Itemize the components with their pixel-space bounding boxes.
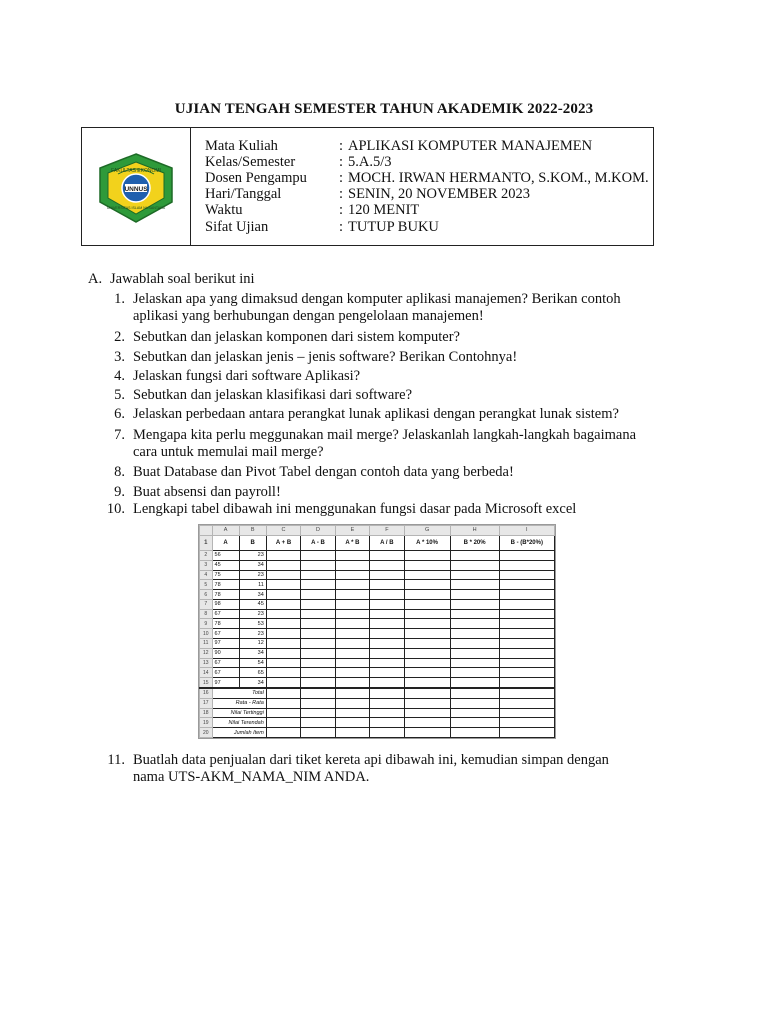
question-number: 9. xyxy=(114,484,125,500)
question-line: aplikasi yang berhubungan dengan pengelolaan manajemen! xyxy=(133,308,484,324)
empty-cell xyxy=(370,648,404,658)
empty-cell xyxy=(450,658,499,668)
empty-cell xyxy=(450,668,499,678)
question-number: 2. xyxy=(114,329,125,345)
summary-label: Total xyxy=(212,688,266,698)
summary-row xyxy=(200,708,555,718)
summary-row xyxy=(200,728,555,738)
empty-cell xyxy=(370,590,404,600)
question-line: Sebutkan dan jelaskan klasifikasi dari software? xyxy=(133,387,413,403)
empty-cell xyxy=(266,590,300,600)
question-line: Buat Database dan Pivot Tabel dengan contoh data yang berbeda! xyxy=(133,464,514,480)
empty-cell xyxy=(335,708,369,718)
empty-cell xyxy=(499,599,554,609)
question-number: 7. xyxy=(114,427,125,443)
empty-cell xyxy=(301,560,335,570)
column-header: B - (B*20%) xyxy=(499,535,554,550)
empty-cell xyxy=(370,668,404,678)
empty-cell xyxy=(335,658,369,668)
question-number: 8. xyxy=(114,464,125,480)
empty-cell xyxy=(370,718,404,728)
empty-cell xyxy=(370,629,404,639)
info-label: Mata Kuliah xyxy=(205,138,278,154)
empty-cell xyxy=(370,728,404,738)
value-a-cell: 75 xyxy=(212,570,239,580)
empty-cell xyxy=(450,599,499,609)
question-line: Sebutkan dan jelaskan komponen dari sistem komputer? xyxy=(133,329,460,345)
empty-cell xyxy=(266,648,300,658)
empty-cell xyxy=(266,551,300,561)
empty-cell xyxy=(266,698,300,708)
empty-cell xyxy=(404,599,450,609)
empty-cell xyxy=(266,728,300,738)
value-b-cell: 23 xyxy=(239,629,266,639)
empty-cell xyxy=(370,609,404,619)
summary-label: Rata - Rata xyxy=(212,698,266,708)
empty-cell xyxy=(499,688,554,698)
empty-cell xyxy=(335,551,369,561)
empty-cell xyxy=(370,570,404,580)
empty-cell xyxy=(301,639,335,649)
value-b-cell: 34 xyxy=(239,590,266,600)
question-line: Jelaskan fungsi dari software Aplikasi? xyxy=(133,368,361,384)
question-line: Jelaskan apa yang dimaksud dengan komputer aplikasi manajemen? Berikan contoh xyxy=(133,291,621,307)
empty-cell xyxy=(370,560,404,570)
table-row xyxy=(200,639,555,649)
row-number: 11 xyxy=(200,639,213,649)
column-letter: I xyxy=(499,526,554,536)
empty-cell xyxy=(301,590,335,600)
info-label: Kelas/Semester xyxy=(205,154,296,170)
question-8 xyxy=(114,464,514,481)
value-a-cell: 97 xyxy=(212,678,239,688)
empty-cell xyxy=(266,708,300,718)
value-a-cell: 97 xyxy=(212,639,239,649)
value-b-cell: 23 xyxy=(239,551,266,561)
faculty-emblem-icon xyxy=(96,152,176,224)
info-value: TUTUP BUKU xyxy=(348,219,439,235)
question-9 xyxy=(114,484,281,501)
empty-cell xyxy=(499,668,554,678)
empty-cell xyxy=(404,648,450,658)
empty-cell xyxy=(404,560,450,570)
value-a-cell: 45 xyxy=(212,560,239,570)
question-line: cara untuk memulai mail merge? xyxy=(133,444,324,460)
column-header: A - B xyxy=(301,535,335,550)
empty-cell xyxy=(499,708,554,718)
info-separator: : xyxy=(339,138,344,154)
empty-cell xyxy=(450,698,499,708)
question-2 xyxy=(114,329,460,346)
table-row xyxy=(200,658,555,668)
empty-cell xyxy=(335,639,369,649)
empty-cell xyxy=(301,629,335,639)
value-b-cell: 23 xyxy=(239,609,266,619)
empty-cell xyxy=(404,609,450,619)
section-letter: A. xyxy=(88,271,103,287)
value-b-cell: 11 xyxy=(239,580,266,590)
empty-cell xyxy=(301,698,335,708)
empty-cell xyxy=(404,728,450,738)
empty-cell xyxy=(370,658,404,668)
row-number: 3 xyxy=(200,560,213,570)
logo-center-text: UNNUS xyxy=(124,186,148,193)
row-number: 7 xyxy=(200,599,213,609)
row-number: 1 xyxy=(200,535,213,550)
empty-cell xyxy=(450,619,499,629)
question-line: Sebutkan dan jelaskan jenis – jenis software? Berikan Contohnya! xyxy=(133,349,518,365)
column-letter: E xyxy=(335,526,369,536)
empty-cell xyxy=(266,580,300,590)
empty-cell xyxy=(404,639,450,649)
empty-cell xyxy=(301,658,335,668)
question-line: Lengkapi tabel dibawah ini menggunakan fungsi dasar pada Microsoft excel xyxy=(133,501,577,517)
empty-cell xyxy=(450,639,499,649)
empty-cell xyxy=(499,570,554,580)
empty-cell xyxy=(450,580,499,590)
summary-row xyxy=(200,688,555,698)
empty-cell xyxy=(335,698,369,708)
empty-cell xyxy=(450,551,499,561)
column-header: A + B xyxy=(266,535,300,550)
empty-cell xyxy=(450,629,499,639)
row-number: 2 xyxy=(200,551,213,561)
row-number: 18 xyxy=(200,708,213,718)
question-line: Jelaskan perbedaan antara perangkat lunak aplikasi dengan perangkat lunak sistem? xyxy=(133,406,619,422)
empty-cell xyxy=(335,678,369,688)
empty-cell xyxy=(450,570,499,580)
value-b-cell: 45 xyxy=(239,599,266,609)
empty-cell xyxy=(370,599,404,609)
empty-cell xyxy=(450,560,499,570)
value-a-cell: 78 xyxy=(212,619,239,629)
empty-cell xyxy=(301,599,335,609)
empty-cell xyxy=(335,648,369,658)
empty-cell xyxy=(335,580,369,590)
row-number: 9 xyxy=(200,619,213,629)
empty-cell xyxy=(266,629,300,639)
info-separator: : xyxy=(339,154,344,170)
question-line: Buat absensi dan payroll! xyxy=(133,484,281,500)
value-a-cell: 67 xyxy=(212,609,239,619)
empty-cell xyxy=(499,560,554,570)
value-a-cell: 78 xyxy=(212,590,239,600)
table-row xyxy=(200,580,555,590)
row-number: 17 xyxy=(200,698,213,708)
info-value: MOCH. IRWAN HERMANTO, S.KOM., M.KOM. xyxy=(348,170,649,186)
table-header-row xyxy=(200,535,555,550)
empty-cell xyxy=(404,668,450,678)
empty-cell xyxy=(370,708,404,718)
table-row xyxy=(200,678,555,688)
value-a-cell: 67 xyxy=(212,629,239,639)
value-a-cell: 67 xyxy=(212,658,239,668)
exam-header-box xyxy=(81,127,654,246)
table-row xyxy=(200,609,555,619)
empty-cell xyxy=(404,580,450,590)
empty-cell xyxy=(499,658,554,668)
question-3 xyxy=(114,349,518,366)
empty-cell xyxy=(266,609,300,619)
empty-cell xyxy=(450,728,499,738)
info-label: Hari/Tanggal xyxy=(205,186,282,202)
question-6 xyxy=(114,406,619,423)
row-number: 8 xyxy=(200,609,213,619)
value-a-cell: 78 xyxy=(212,580,239,590)
empty-cell xyxy=(266,678,300,688)
column-header: A * 10% xyxy=(404,535,450,550)
empty-cell xyxy=(404,708,450,718)
empty-cell xyxy=(450,718,499,728)
empty-cell xyxy=(450,648,499,658)
row-number: 13 xyxy=(200,658,213,668)
info-separator: : xyxy=(339,202,344,218)
question-number: 10. xyxy=(106,501,125,517)
column-header: A / B xyxy=(370,535,404,550)
empty-cell xyxy=(301,551,335,561)
summary-row xyxy=(200,718,555,728)
info-label: Waktu xyxy=(205,202,243,218)
empty-cell xyxy=(335,609,369,619)
column-header: B * 20% xyxy=(450,535,499,550)
row-number: 16 xyxy=(200,688,213,698)
column-letter-row xyxy=(200,526,555,536)
value-a-cell: 98 xyxy=(212,599,239,609)
empty-cell xyxy=(266,599,300,609)
empty-cell xyxy=(450,708,499,718)
summary-row xyxy=(200,698,555,708)
empty-cell xyxy=(450,609,499,619)
column-letter: C xyxy=(266,526,300,536)
row-number: 5 xyxy=(200,580,213,590)
column-letter: B xyxy=(239,526,266,536)
empty-cell xyxy=(404,570,450,580)
table-row xyxy=(200,629,555,639)
empty-cell xyxy=(301,678,335,688)
row-number: 20 xyxy=(200,728,213,738)
section-instruction: Jawablah soal berikut ini xyxy=(110,271,255,287)
empty-cell xyxy=(499,629,554,639)
exam-title: UJIAN TENGAH SEMESTER TAHUN AKADEMIK 2022-2023 xyxy=(174,101,594,117)
empty-cell xyxy=(499,648,554,658)
column-header: A * B xyxy=(335,535,369,550)
value-b-cell: 34 xyxy=(239,678,266,688)
empty-cell xyxy=(450,688,499,698)
empty-cell xyxy=(266,639,300,649)
empty-cell xyxy=(404,551,450,561)
empty-cell xyxy=(266,688,300,698)
logo-top-text: FAKULTAS EKONOMI xyxy=(111,168,161,174)
empty-cell xyxy=(301,708,335,718)
table-row xyxy=(200,619,555,629)
empty-cell xyxy=(499,580,554,590)
empty-cell xyxy=(370,678,404,688)
empty-cell xyxy=(450,678,499,688)
empty-cell xyxy=(370,551,404,561)
question-number: 3. xyxy=(114,349,125,365)
row-number: 15 xyxy=(200,678,213,688)
empty-cell xyxy=(404,698,450,708)
empty-cell xyxy=(266,668,300,678)
table-row xyxy=(200,668,555,678)
empty-cell xyxy=(335,718,369,728)
info-value: 120 MENIT xyxy=(348,202,420,218)
column-letter: A xyxy=(212,526,239,536)
column-letter: D xyxy=(301,526,335,536)
value-a-cell: 90 xyxy=(212,648,239,658)
spreadsheet-table xyxy=(199,525,555,738)
question-7 xyxy=(114,427,637,461)
value-b-cell: 65 xyxy=(239,668,266,678)
question-10 xyxy=(106,501,577,518)
logo-bottom-text: UNIVERSITAS ISLAM NUSANTARA xyxy=(106,206,166,210)
table-row xyxy=(200,560,555,570)
empty-cell xyxy=(335,688,369,698)
empty-cell xyxy=(301,619,335,629)
row-number: 14 xyxy=(200,668,213,678)
empty-cell xyxy=(301,609,335,619)
faculty-logo xyxy=(82,128,191,245)
empty-cell xyxy=(301,668,335,678)
empty-cell xyxy=(404,629,450,639)
question-number: 11. xyxy=(107,752,125,768)
table-row xyxy=(200,599,555,609)
value-b-cell: 34 xyxy=(239,648,266,658)
spreadsheet-image xyxy=(198,524,556,739)
row-number: 12 xyxy=(200,648,213,658)
empty-cell xyxy=(499,678,554,688)
empty-cell xyxy=(370,639,404,649)
table-row xyxy=(200,570,555,580)
corner-cell xyxy=(200,526,213,536)
empty-cell xyxy=(266,570,300,580)
empty-cell xyxy=(266,658,300,668)
empty-cell xyxy=(499,619,554,629)
empty-cell xyxy=(499,728,554,738)
info-label: Sifat Ujian xyxy=(205,219,269,235)
table-row xyxy=(200,551,555,561)
column-header: B xyxy=(239,535,266,550)
empty-cell xyxy=(301,648,335,658)
info-label: Dosen Pengampu xyxy=(205,170,307,186)
empty-cell xyxy=(450,590,499,600)
value-b-cell: 12 xyxy=(239,639,266,649)
value-b-cell: 34 xyxy=(239,560,266,570)
row-number: 10 xyxy=(200,629,213,639)
question-number: 5. xyxy=(114,387,125,403)
summary-label: Jumlah Item xyxy=(212,728,266,738)
empty-cell xyxy=(499,718,554,728)
value-a-cell: 56 xyxy=(212,551,239,561)
value-b-cell: 53 xyxy=(239,619,266,629)
info-value: APLIKASI KOMPUTER MANAJEMEN xyxy=(348,138,593,154)
row-number: 6 xyxy=(200,590,213,600)
column-letter: F xyxy=(370,526,404,536)
question-4 xyxy=(114,368,361,385)
table-row xyxy=(200,648,555,658)
empty-cell xyxy=(335,599,369,609)
question-11 xyxy=(107,752,609,786)
empty-cell xyxy=(335,629,369,639)
info-separator: : xyxy=(339,170,344,186)
empty-cell xyxy=(499,698,554,708)
column-letter: H xyxy=(450,526,499,536)
question-number: 6. xyxy=(114,406,125,422)
question-1 xyxy=(114,291,621,325)
info-separator: : xyxy=(339,219,344,235)
value-b-cell: 23 xyxy=(239,570,266,580)
empty-cell xyxy=(404,619,450,629)
table-row xyxy=(200,590,555,600)
empty-cell xyxy=(335,590,369,600)
question-line: Buatlah data penjualan dari tiket kereta api dibawah ini, kemudian simpan dengan xyxy=(133,752,609,768)
empty-cell xyxy=(404,658,450,668)
question-5 xyxy=(114,387,413,404)
empty-cell xyxy=(335,619,369,629)
value-a-cell: 67 xyxy=(212,668,239,678)
empty-cell xyxy=(266,619,300,629)
empty-cell xyxy=(335,560,369,570)
empty-cell xyxy=(335,728,369,738)
empty-cell xyxy=(370,688,404,698)
question-number: 1. xyxy=(114,291,125,307)
value-b-cell: 54 xyxy=(239,658,266,668)
empty-cell xyxy=(335,668,369,678)
empty-cell xyxy=(266,560,300,570)
empty-cell xyxy=(499,639,554,649)
empty-cell xyxy=(499,551,554,561)
empty-cell xyxy=(335,570,369,580)
column-header: A xyxy=(212,535,239,550)
empty-cell xyxy=(301,570,335,580)
empty-cell xyxy=(404,678,450,688)
empty-cell xyxy=(301,718,335,728)
summary-label: Nilai Terendah xyxy=(212,718,266,728)
question-line: Mengapa kita perlu meggunakan mail merge? Jelaskanlah langkah-langkah bagaimana xyxy=(133,427,637,443)
empty-cell xyxy=(404,718,450,728)
info-value: SENIN, 20 NOVEMBER 2023 xyxy=(348,186,531,202)
empty-cell xyxy=(404,688,450,698)
empty-cell xyxy=(301,580,335,590)
column-letter: G xyxy=(404,526,450,536)
empty-cell xyxy=(370,619,404,629)
row-number: 4 xyxy=(200,570,213,580)
summary-label: Nilai Tertinggi xyxy=(212,708,266,718)
row-number: 19 xyxy=(200,718,213,728)
empty-cell xyxy=(499,590,554,600)
empty-cell xyxy=(370,580,404,590)
empty-cell xyxy=(266,718,300,728)
empty-cell xyxy=(301,728,335,738)
question-number: 4. xyxy=(114,368,125,384)
question-line: nama UTS-AKM_NAMA_NIM ANDA. xyxy=(133,769,370,785)
info-value: 5.A.5/3 xyxy=(348,154,392,170)
info-separator: : xyxy=(339,186,344,202)
empty-cell xyxy=(499,609,554,619)
empty-cell xyxy=(301,688,335,698)
empty-cell xyxy=(404,590,450,600)
empty-cell xyxy=(370,698,404,708)
